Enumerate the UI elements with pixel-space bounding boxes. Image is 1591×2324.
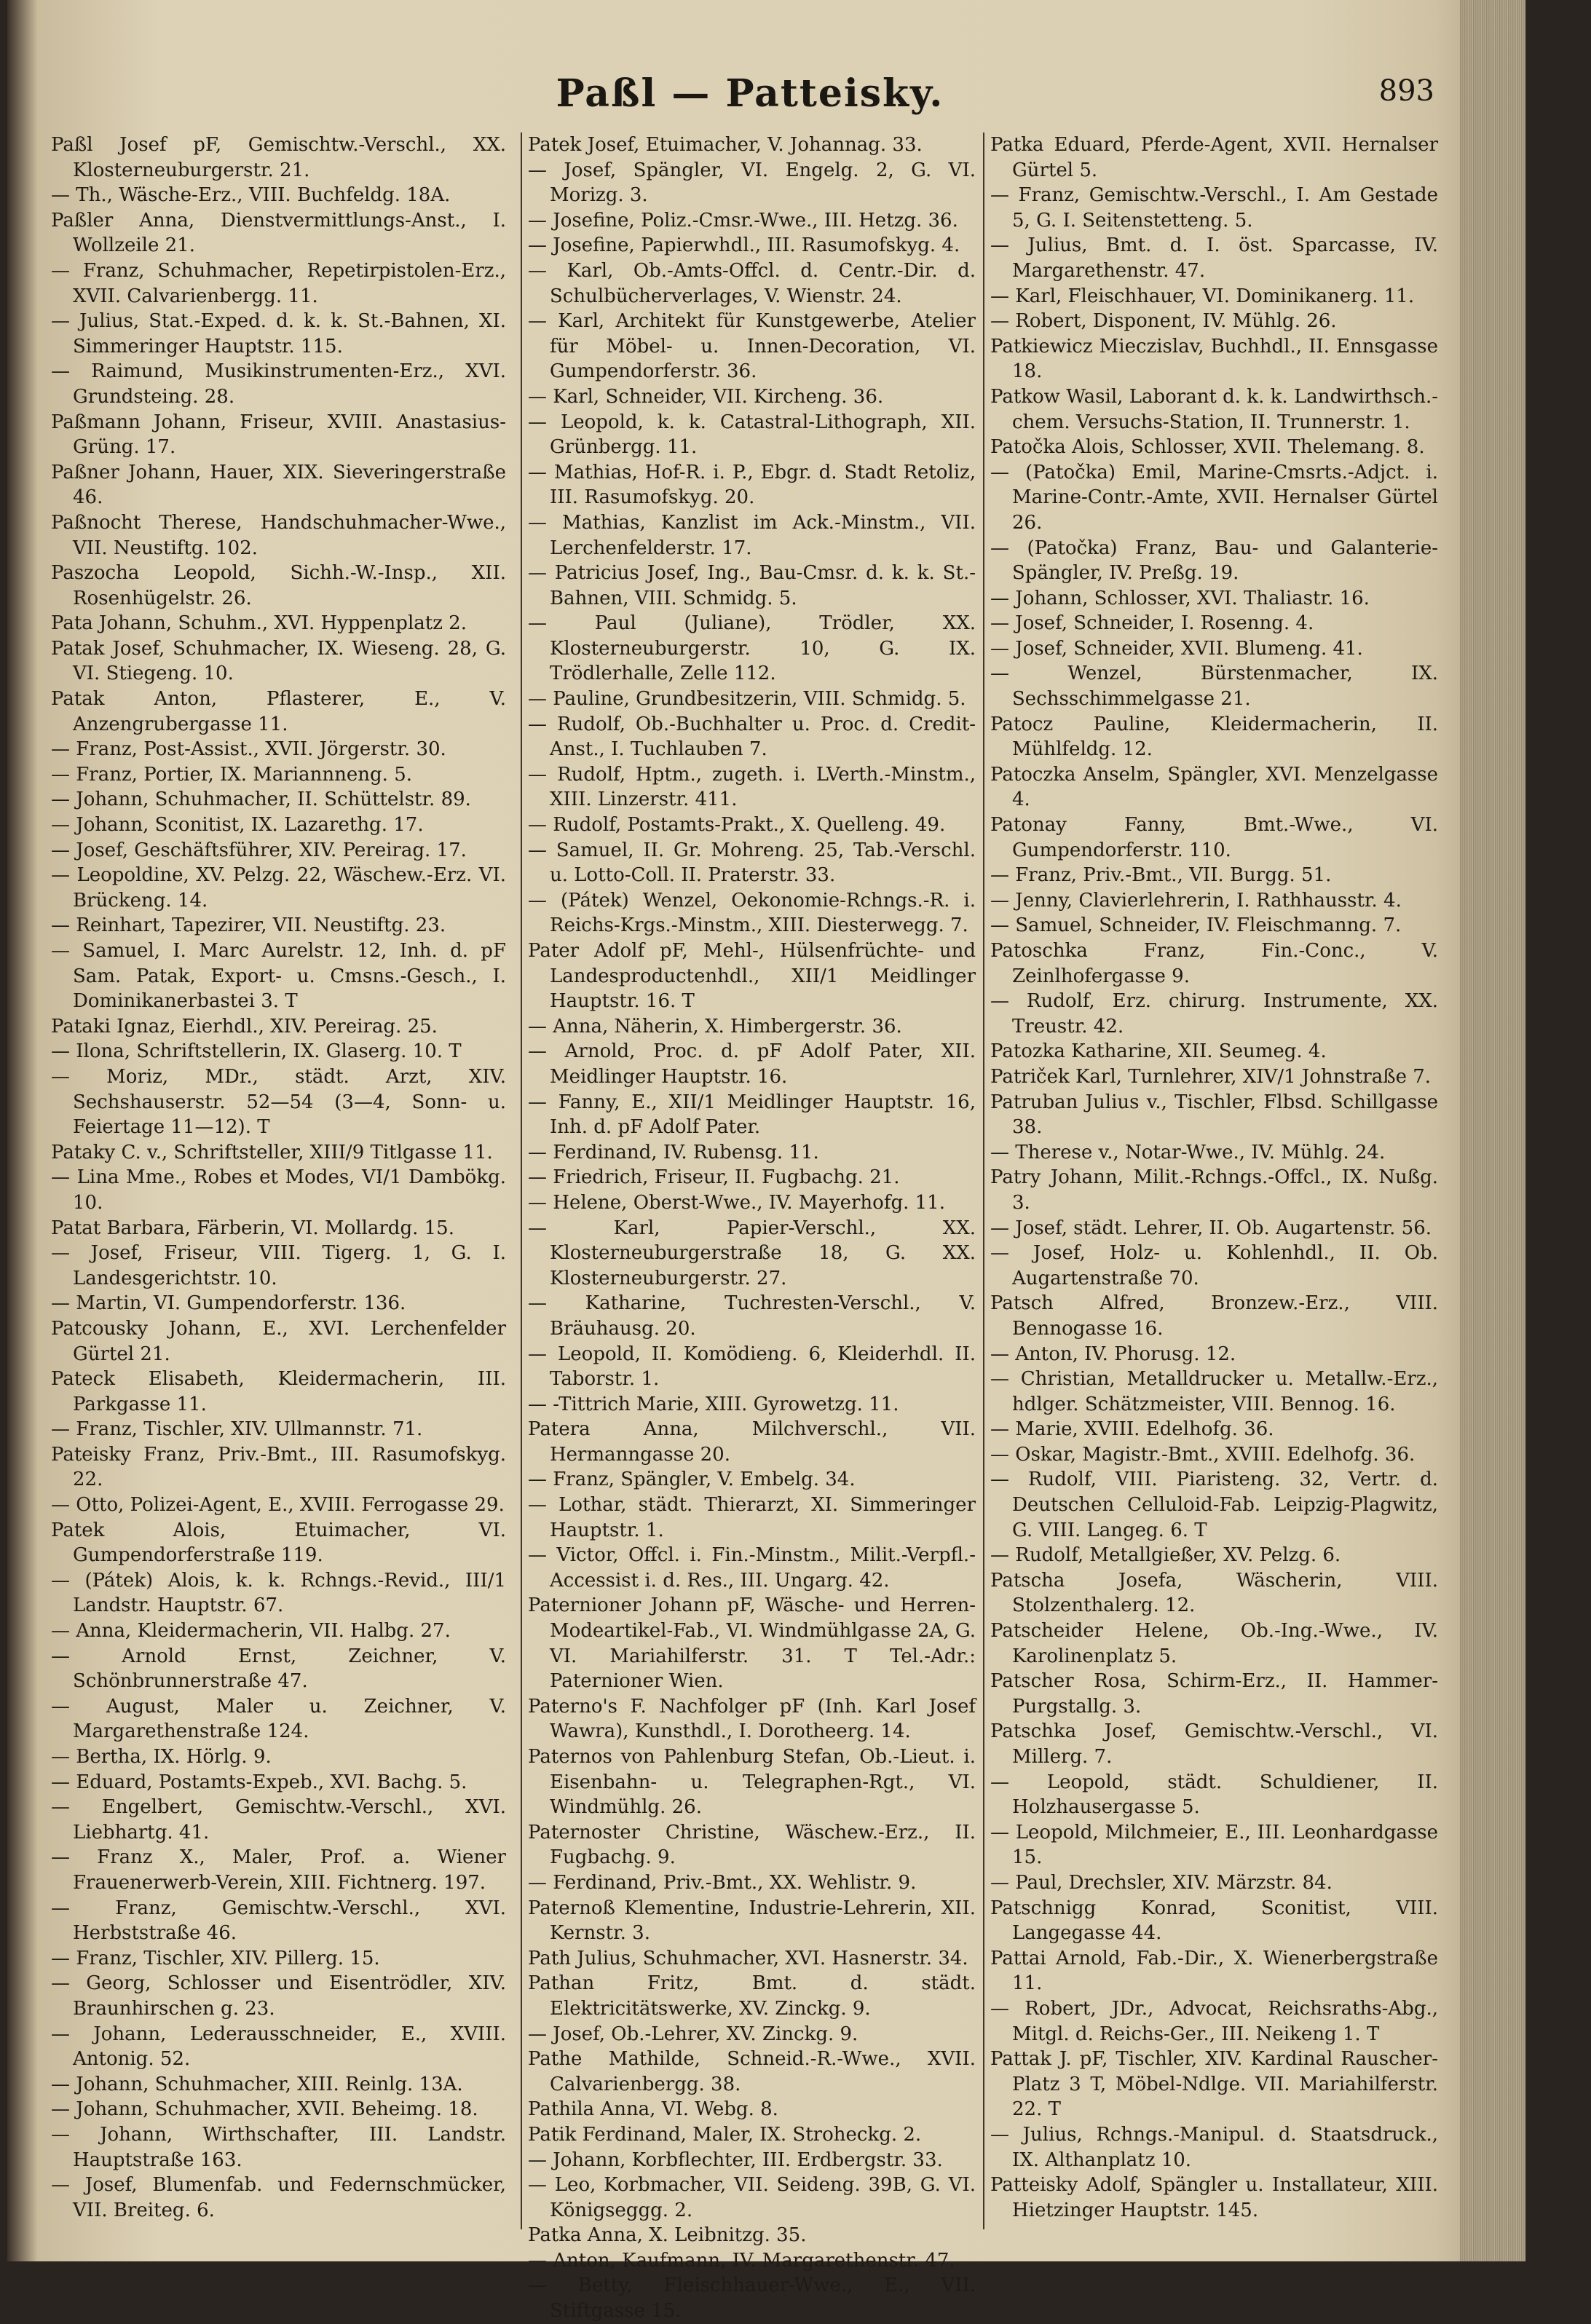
directory-entry: Paterno's F. Nachfolger pF (Inh. Karl Josef Wawra), Kunsthdl., I. Dorotheerg. 14. xyxy=(528,1695,976,1743)
directory-entry: Paßler Anna, Dienstvermittlungs-Anst., I. Wollzeile 21. xyxy=(51,209,506,257)
column-2 xyxy=(521,133,976,2323)
directory-entry: — Franz, Spängler, V. Embelg. 34. xyxy=(528,1469,856,1491)
directory-entry: Pataki Ignaz, Eierhdl., XIV. Pereirag. 25. xyxy=(51,1015,438,1038)
directory-entry: Pater Adolf pF, Mehl-, Hülsenfrüchte- und Landesproductenhdl., XII/1 Meidlinger Hauptstr. 16. T xyxy=(528,940,976,1013)
directory-entry: Pathila Anna, VI. Webg. 8. xyxy=(528,2098,778,2121)
directory-entry: — Rudolf, Metallgießer, XV. Pelzg. 6. xyxy=(990,1544,1341,1567)
directory-entry: — Johann, Lederausschneider, E., XVIII. Antonig. 52. xyxy=(51,2023,506,2071)
directory-entry: Patscha Josefa, Wäscherin, VIII. Stolzenthalerg. 12. xyxy=(990,1569,1438,1617)
directory-entry: Pateck Elisabeth, Kleidermacherin, III. Parkgasse 11. xyxy=(51,1368,506,1415)
directory-entry: — (Patočka) Franz, Bau- und Galanterie-Spängler, IV. Preßg. 19. xyxy=(990,537,1438,585)
directory-entry: — Leopold, Milchmeier, E., III. Leonhardgasse 15. xyxy=(990,1821,1438,1869)
directory-entry: Patcousky Johann, E., XVI. Lerchenfelder Gürtel 21. xyxy=(51,1317,506,1365)
directory-entry: Patscher Rosa, Schirm-Erz., II. Hammer-Purgstallg. 3. xyxy=(990,1670,1438,1718)
directory-entry: — Anton, IV. Phorusg. 12. xyxy=(990,1343,1236,1365)
directory-entry: — Karl, Ob.-Amts-Offcl. d. Centr.-Dir. d. Schulbücherverlages, V. Wienstr. 24. xyxy=(528,259,976,307)
directory-entry: — Josef, Spängler, VI. Engelg. 2, G. VI. Morizg. 3. xyxy=(528,159,976,207)
directory-entry: — Karl, Fleischhauer, VI. Dominikanerg. 11. xyxy=(990,285,1415,307)
directory-entry: — Anton, Kaufmann, IV. Margarethenstr. 47. xyxy=(528,2249,955,2272)
page-number: 893 xyxy=(1378,74,1434,108)
directory-entry: Path Julius, Schuhmacher, XVI. Hasnerstr. 34. xyxy=(528,1947,968,1969)
directory-entry: — Johann, Schlosser, XVI. Thaliastr. 16. xyxy=(990,587,1370,609)
directory-entry: Patat Barbara, Färberin, VI. Mollardg. 15. xyxy=(51,1217,454,1239)
directory-entry: — Josefine, Papierwhdl., III. Rasumofskyg. 4. xyxy=(528,234,960,257)
directory-entry: — Fanny, E., XII/1 Meidlinger Hauptstr. 16, Inh. d. pF Adolf Pater. xyxy=(528,1091,976,1139)
directory-entry: — Bertha, IX. Hörlg. 9. xyxy=(51,1746,272,1768)
directory-entry: — Josef, Ob.-Lehrer, XV. Zinckg. 9. xyxy=(528,2023,858,2045)
book-page-edges xyxy=(1460,0,1525,2261)
directory-entry: — Josefine, Poliz.-Cmsr.-Wwe., III. Hetzg. 36. xyxy=(528,209,958,232)
directory-entry: — Arnold, Proc. d. pF Adolf Pater, XII. Meidlinger Hauptstr. 16. xyxy=(528,1040,976,1088)
directory-entry: Patik Ferdinand, Maler, IX. Stroheckg. 2. xyxy=(528,2123,922,2146)
directory-entry: Patscheider Helene, Ob.-Ing.-Wwe., IV. Karolinenplatz 5. xyxy=(990,1620,1438,1667)
directory-entry: — Josef, Friseur, VIII. Tigerg. 1, G. I. Landesgerichtstr. 10. xyxy=(51,1242,506,1289)
directory-entry: — Josef, Holz- u. Kohlenhdl., II. Ob. Augartenstraße 70. xyxy=(990,1242,1438,1289)
directory-entry: Patonay Fanny, Bmt.-Wwe., VI. Gumpendorferstr. 110. xyxy=(990,814,1438,861)
directory-entry: — Robert, JDr., Advocat, Reichsraths-Abg., Mitgl. d. Reichs-Ger., III. Neikeng 1. T xyxy=(990,1997,1438,2045)
directory-entry: — Katharine, Tuchresten-Verschl., V. Bräuhausg. 20. xyxy=(528,1292,976,1340)
directory-entry: Pata Johann, Schuhm., XVI. Hyppenplatz 2. xyxy=(51,612,467,635)
directory-entry: Pathan Fritz, Bmt. d. städt. Elektricitätswerke, XV. Zinckg. 9. xyxy=(528,1972,976,2020)
page-title: Paßl — Patteisky. xyxy=(556,71,944,116)
directory-entry: — Leopold, städt. Schuldiener, II. Holzhausergasse 5. xyxy=(990,1771,1438,1819)
directory-entry: — Franz, Tischler, XIV. Pillerg. 15. xyxy=(51,1947,380,1969)
directory-entry: — Karl, Architekt für Kunstgewerbe, Atelier für Möbel- u. Innen-Decoration, VI. Gumpendorferstr. 36. xyxy=(528,310,976,383)
directory-entry: — Martin, VI. Gumpendorferstr. 136. xyxy=(51,1292,406,1315)
directory-entry: Paternoß Klementine, Industrie-Lehrerin, XII. Kernstr. 3. xyxy=(528,1897,976,1945)
directory-entry: — Leo, Korbmacher, VII. Seideng. 39B, G. VI. Königseggg. 2. xyxy=(528,2174,976,2221)
directory-entry: — (Pátek) Wenzel, Oekonomie-Rchngs.-R. i. Reichs-Krgs.-Minstm., XIII. Diesterwegg. 7. xyxy=(528,889,976,937)
directory-entry: — Rudolf, Hptm., zugeth. i. LVerth.-Minstm., XIII. Linzerstr. 411. xyxy=(528,763,976,811)
directory-entry: Pathe Mathilde, Schneid.-R.-Wwe., XVII. Calvarienbergg. 38. xyxy=(528,2048,976,2095)
directory-page xyxy=(7,0,1525,2323)
directory-entry: — Johann, Wirthschafter, III. Landstr. Hauptstraße 163. xyxy=(51,2123,506,2171)
directory-entry: — Josef, Schneider, I. Rosenng. 4. xyxy=(990,612,1314,635)
directory-entry: — Arnold Ernst, Zeichner, V. Schönbrunnerstraße 47. xyxy=(51,1645,506,1693)
directory-entry: Patek Alois, Etuimacher, VI. Gumpendorferstraße 119. xyxy=(51,1519,506,1567)
directory-entry: — Leopoldine, XV. Pelzg. 22, Wäschew.-Erz. VI. Brückeng. 14. xyxy=(51,864,506,912)
directory-entry: Patocz Pauline, Kleidermacherin, II. Mühlfeldg. 12. xyxy=(990,713,1438,761)
directory-entry: — Josef, Blumenfab. und Federnschmücker, VII. Breiteg. 6. xyxy=(51,2174,506,2221)
directory-entry: — Friedrich, Friseur, II. Fugbachg. 21. xyxy=(528,1166,900,1189)
directory-entry: — Robert, Disponent, IV. Mühlg. 26. xyxy=(990,310,1337,333)
directory-entry: — Rudolf, Postamts-Prakt., X. Quelleng. 49. xyxy=(528,814,946,837)
directory-entry: Patoschka Franz, Fin.-Conc., V. Zeinlhofergasse 9. xyxy=(990,940,1438,987)
directory-entry: — -Tittrich Marie, XIII. Gyrowetzg. 11. xyxy=(528,1393,899,1415)
directory-entry: Patek Josef, Etuimacher, V. Johannag. 33. xyxy=(528,134,923,156)
directory-entry: Paszocha Leopold, Sichh.-W.-Insp., XII. Rosenhügelstr. 26. xyxy=(51,562,506,609)
directory-entry: — Victor, Offcl. i. Fin.-Minstm., Milit.-Verpfl.-Accessist i. d. Res., III. Ungarg. 42. xyxy=(528,1544,976,1592)
directory-entry: Patriček Karl, Turnlehrer, XIV/1 Johnstraße 7. xyxy=(990,1065,1432,1088)
directory-entry: — Oskar, Magistr.-Bmt., XVIII. Edelhofg. 36. xyxy=(990,1443,1416,1466)
directory-entry: — Betty, Fleischhauer-Wwe., E., VII. Stiftgasse 15. xyxy=(528,2274,976,2323)
directory-entry: Pattak J. pF, Tischler, XIV. Kardinal Rauscher-Platz 3 T, Möbel-Ndlge. VII. Mariahilferstr. 22. T xyxy=(990,2048,1438,2121)
directory-entry: — Leopold, k. k. Catastral-Lithograph, XII. Grünbergg. 11. xyxy=(528,411,976,459)
directory-entry: — Franz, Schuhmacher, Repetirpistolen-Erz., XVII. Calvarienbergg. 11. xyxy=(51,259,506,307)
directory-entry: — August, Maler u. Zeichner, V. Margarethenstraße 124. xyxy=(51,1695,506,1743)
directory-entry: Pateisky Franz, Priv.-Bmt., III. Rasumofskyg. 22. xyxy=(51,1443,506,1491)
directory-entry: Patschnigg Konrad, Sconitist, VIII. Langegasse 44. xyxy=(990,1897,1438,1945)
directory-entry: — Julius, Stat.-Exped. d. k. k. St.-Bahnen, XI. Simmeringer Hauptstr. 115. xyxy=(51,310,506,357)
directory-entry: — Christian, Metalldrucker u. Metallw.-Erz., hdlger. Schätzmeister, VIII. Bennog. 16. xyxy=(990,1368,1438,1415)
directory-entry: — Franz, Gemischtw.-Verschl., I. Am Gestade 5, G. I. Seitenstetteng. 5. xyxy=(990,184,1438,232)
directory-entry: — Leopold, II. Komödieng. 6, Kleiderhdl. II. Taborstr. 1. xyxy=(528,1343,976,1391)
directory-entry: — Franz, Gemischtw.-Verschl., XVI. Herbststraße 46. xyxy=(51,1897,506,1945)
directory-entry: Paternos von Pahlenburg Stefan, Ob.-Lieut. i. Eisenbahn- u. Telegraphen-Rgt., VI. Windmühlg. 26. xyxy=(528,1746,976,1819)
directory-entry: Patera Anna, Milchverschl., VII. Hermanngasse 20. xyxy=(528,1418,976,1466)
directory-entry: — Karl, Papier-Verschl., XX. Klosterneuburgerstraße 18, G. XX. Klosterneuburgerstr. 27. xyxy=(528,1217,976,1289)
directory-entry: — Reinhart, Tapezirer, VII. Neustiftg. 23. xyxy=(51,914,446,937)
directory-entry: — Johann, Korbflechter, III. Erdbergstr. 33. xyxy=(528,2149,943,2171)
directory-entry: Pataky C. v., Schriftsteller, XIII/9 Titlgasse 11. xyxy=(51,1141,493,1163)
directory-columns xyxy=(51,133,1449,2323)
directory-entry: Paßner Johann, Hauer, XIX. Sieveringerstraße 46. xyxy=(51,461,506,509)
column-3 xyxy=(983,133,1438,2229)
directory-entry: — Johann, Schuhmacher, II. Schüttelstr. 89. xyxy=(51,788,471,811)
column-1 xyxy=(51,133,506,2229)
directory-entry: — Rudolf, Erz. chirurg. Instrumente, XX. Treustr. 42. xyxy=(990,990,1438,1038)
directory-entry: — Jenny, Clavierlehrerin, I. Rathhausstr. 4. xyxy=(990,889,1402,912)
directory-entry: — Moriz, MDr., städt. Arzt, XIV. Sechshauserstr. 52—54 (3—4, Sonn- u. Feiertage 11—12). T xyxy=(51,1065,506,1139)
directory-entry: — Otto, Polizei-Agent, E., XVIII. Ferrogasse 29. xyxy=(51,1494,505,1517)
directory-entry: Patka Anna, X. Leibnitzg. 35. xyxy=(528,2224,807,2247)
directory-entry: — Paul, Drechsler, XIV. Märzstr. 84. xyxy=(990,1871,1333,1894)
directory-entry: — Karl, Schneider, VII. Kircheng. 36. xyxy=(528,385,884,408)
directory-entry: — Franz, Post-Assist., XVII. Jörgerstr. 30. xyxy=(51,738,446,761)
directory-entry: — Marie, XVIII. Edelhofg. 36. xyxy=(990,1418,1274,1441)
directory-entry: — Mathias, Kanzlist im Ack.-Minstm., VII. Lerchenfelderstr. 17. xyxy=(528,511,976,559)
directory-entry: — Wenzel, Bürstenmacher, IX. Sechsschimmelgasse 21. xyxy=(990,663,1438,711)
directory-entry: — Josef, Geschäftsführer, XIV. Pereirag. 17. xyxy=(51,839,467,861)
directory-entry: — Engelbert, Gemischtw.-Verschl., XVI. Liebhartg. 41. xyxy=(51,1796,506,1843)
directory-entry: Patka Eduard, Pferde-Agent, XVII. Hernalser Gürtel 5. xyxy=(990,134,1438,181)
directory-entry: — Lothar, städt. Thierarzt, XI. Simmeringer Hauptstr. 1. xyxy=(528,1494,976,1541)
directory-entry: — Franz, Priv.-Bmt., VII. Burgg. 51. xyxy=(990,864,1332,887)
directory-entry: — Franz, Portier, IX. Mariannneng. 5. xyxy=(51,763,413,786)
directory-entry: Patry Johann, Milit.-Rchngs.-Offcl., IX. Nußg. 3. xyxy=(990,1166,1438,1214)
directory-entry: — Eduard, Postamts-Expeb., XVI. Bachg. 5. xyxy=(51,1771,467,1793)
directory-entry: Patschka Josef, Gemischtw.-Verschl., VI. Millerg. 7. xyxy=(990,1720,1438,1768)
directory-entry: — Rudolf, Ob.-Buchhalter u. Proc. d. Credit-Anst., I. Tuchlauben 7. xyxy=(528,713,976,761)
directory-entry: — Lina Mme., Robes et Modes, VI/1 Dambökg. 10. xyxy=(51,1166,506,1214)
directory-entry: — Johann, Schuhmacher, XIII. Reinlg. 13A. xyxy=(51,2073,463,2095)
directory-entry: Patsch Alfred, Bronzew.-Erz., VIII. Bennogasse 16. xyxy=(990,1292,1438,1340)
directory-entry: — Anna, Näherin, X. Himbergerstr. 36. xyxy=(528,1015,902,1038)
directory-entry: Paßl Josef pF, Gemischtw.-Verschl., XX. Klosterneuburgerstr. 21. xyxy=(51,134,506,181)
directory-entry: — Patricius Josef, Ing., Bau-Cmsr. d. k. k. St.-Bahnen, VIII. Schmidg. 5. xyxy=(528,562,976,609)
directory-entry: Paßmann Johann, Friseur, XVIII. Anastasius-Grüng. 17. xyxy=(51,411,506,459)
directory-entry: — Anna, Kleidermacherin, VII. Halbg. 27. xyxy=(51,1620,451,1643)
directory-entry: — Pauline, Grundbesitzerin, VIII. Schmidg. 5. xyxy=(528,688,966,711)
directory-entry: Pattai Arnold, Fab.-Dir., X. Wienerbergstraße 11. xyxy=(990,1947,1438,1995)
directory-entry: — Josef, städt. Lehrer, II. Ob. Augartenstr. 56. xyxy=(990,1217,1432,1239)
directory-entry: Patkow Wasil, Laborant d. k. k. Landwirthsch.-chem. Versuchs-Station, II. Trunnerstr. 1. xyxy=(990,385,1438,433)
directory-entry: — Josef, Schneider, XVII. Blumeng. 41. xyxy=(990,637,1363,660)
directory-entry: — (Pátek) Alois, k. k. Rchngs.-Revid., III/1 Landstr. Hauptstr. 67. xyxy=(51,1569,506,1617)
directory-entry: Patak Josef, Schuhmacher, IX. Wieseng. 28, G. VI. Stiegeng. 10. xyxy=(51,637,506,685)
directory-entry: — Franz, Tischler, XIV. Ullmannstr. 71. xyxy=(51,1418,423,1441)
directory-entry: — Franz X., Maler, Prof. a. Wiener Frauenerwerb-Verein, XIII. Fichtnerg. 197. xyxy=(51,1846,506,1894)
directory-entry: Patozka Katharine, XII. Seumeg. 4. xyxy=(990,1040,1327,1063)
directory-entry: Paternioner Johann pF, Wäsche- und Herren-Modeartikel-Fab., VI. Windmühlgasse 2A, G. VI. Mariahilferstr. 31. T Tel.-Adr.: Paternioner Wien. xyxy=(528,1594,976,1693)
directory-entry: Patkiewicz Mieczislav, Buchhdl., II. Ennsgasse 18. xyxy=(990,335,1438,383)
directory-entry: — Samuel, Schneider, IV. Fleischmanng. 7. xyxy=(990,914,1402,937)
directory-entry: — Mathias, Hof-R. i. P., Ebgr. d. Stadt Retoliz, III. Rasumofskyg. 20. xyxy=(528,461,976,509)
directory-entry: Paternoster Christine, Wäschew.-Erz., II. Fugbachg. 9. xyxy=(528,1821,976,1869)
directory-entry: — Julius, Bmt. d. I. öst. Sparcasse, IV. Margarethenstr. 47. xyxy=(990,234,1438,282)
directory-entry: — (Patočka) Emil, Marine-Cmsrts.-Adjct. i. Marine-Contr.-Amte, XVII. Hernalser Gürtel 26. xyxy=(990,461,1438,534)
directory-entry: Patak Anton, Pflasterer, E., V. Anzengrubergasse 11. xyxy=(51,688,506,735)
directory-entry: — Ferdinand, Priv.-Bmt., XX. Wehlistr. 9. xyxy=(528,1871,917,1894)
directory-entry: — Rudolf, VIII. Piaristeng. 32, Vertr. d. Deutschen Celluloid-Fab. Leipzig-Plagwitz, G. VIII. Langeg. 6. T xyxy=(990,1469,1438,1541)
directory-entry: — Johann, Sconitist, IX. Lazarethg. 17. xyxy=(51,814,424,837)
directory-entry: — Samuel, II. Gr. Mohreng. 25, Tab.-Verschl. u. Lotto-Coll. II. Praterstr. 33. xyxy=(528,839,976,887)
directory-entry: Patruban Julius v., Tischler, Flbsd. Schillgasse 38. xyxy=(990,1091,1438,1139)
directory-entry: — Ilona, Schriftstellerin, IX. Glaserg. 10. T xyxy=(51,1040,462,1063)
directory-entry: — Julius, Rchngs.-Manipul. d. Staatsdruck., IX. Althanplatz 10. xyxy=(990,2123,1438,2171)
page-header xyxy=(51,64,1449,130)
directory-entry: — Th., Wäsche-Erz., VIII. Buchfeldg. 18A. xyxy=(51,184,451,207)
directory-entry: Paßnocht Therese, Handschuhmacher-Wwe., VII. Neustiftg. 102. xyxy=(51,511,506,559)
directory-entry: — Georg, Schlosser und Eisentrödler, XIV. Braunhirschen g. 23. xyxy=(51,1972,506,2020)
directory-entry: — Raimund, Musikinstrumenten-Erz., XVI. Grundsteing. 28. xyxy=(51,360,506,408)
directory-entry: — Helene, Oberst-Wwe., IV. Mayerhofg. 11. xyxy=(528,1191,945,1214)
directory-entry: — Paul (Juliane), Trödler, XX. Klosterneuburgerstr. 10, G. IX. Trödlerhalle, Zelle 112. xyxy=(528,612,976,685)
directory-entry: Patoczka Anselm, Spängler, XVI. Menzelgasse 4. xyxy=(990,763,1438,811)
directory-entry: — Samuel, I. Marc Aurelstr. 12, Inh. d. pF Sam. Patak, Export- u. Cmsns.-Gesch., I. Dominikanerbastei 3. T xyxy=(51,940,506,1013)
directory-entry: — Therese v., Notar-Wwe., IV. Mühlg. 24. xyxy=(990,1141,1386,1163)
directory-entry: Patočka Alois, Schlosser, XVII. Thelemang. 8. xyxy=(990,436,1425,459)
directory-entry: — Johann, Schuhmacher, XVII. Beheimg. 18. xyxy=(51,2098,478,2121)
directory-entry: Patteisky Adolf, Spängler u. Installateur, XIII. Hietzinger Hauptstr. 145. xyxy=(990,2174,1438,2221)
directory-entry: — Ferdinand, IV. Rubensg. 11. xyxy=(528,1141,819,1163)
